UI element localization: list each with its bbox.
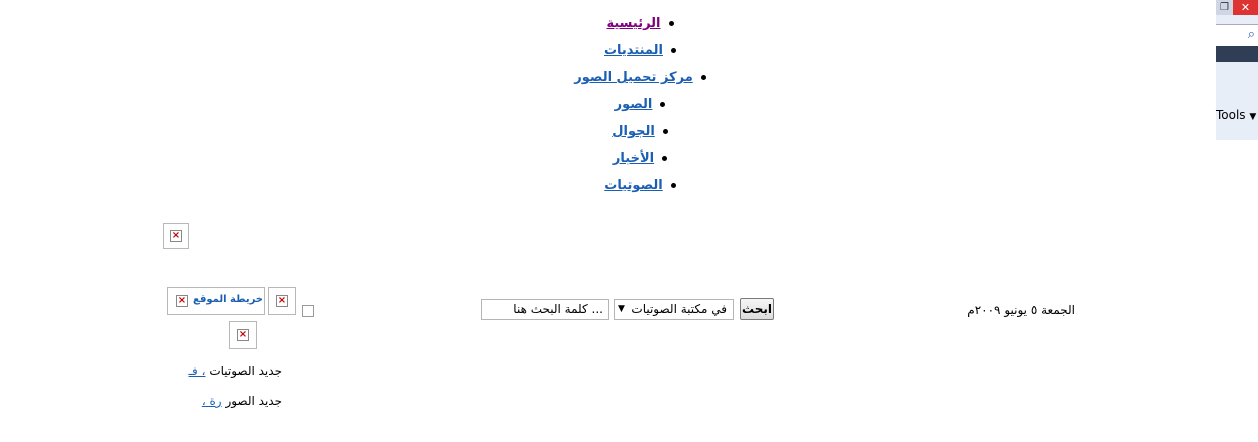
checkbox[interactable] (302, 305, 314, 317)
latest-images (172, 394, 282, 408)
nav-link[interactable]: الأخبار (612, 151, 655, 166)
sitemap-link[interactable] (167, 287, 265, 315)
chevron-down-icon: ▼ (1249, 112, 1257, 122)
search-scope-value: في مكتبة الصوتيات (631, 302, 727, 316)
nav-link[interactable]: الرئيسية (606, 16, 661, 31)
broken-image-logo (163, 223, 189, 249)
broken-image-button-2[interactable] (229, 321, 257, 349)
restore-icon[interactable]: ❐ (1216, 0, 1233, 15)
bullet-icon (671, 183, 676, 188)
nav-link[interactable]: الصور (614, 97, 653, 112)
nav-item (560, 172, 720, 199)
tools-menu[interactable] (1216, 104, 1258, 126)
search-scope-select[interactable] (614, 299, 734, 320)
latest-images-label: جديد الصور (225, 394, 282, 408)
broken-image-icon: × (277, 295, 287, 306)
nav-item (560, 91, 720, 118)
main-navigation (560, 10, 720, 199)
broken-image-button[interactable] (268, 287, 296, 315)
browser-search-box[interactable] (1216, 24, 1258, 48)
nav-item (560, 145, 720, 172)
bullet-icon (671, 48, 676, 53)
broken-image-icon: × (238, 329, 248, 340)
broken-image-icon: × (177, 295, 187, 306)
sitemap-label: خريطة الموقع (193, 294, 264, 305)
nav-link[interactable]: الجوال (612, 124, 655, 139)
latest-images-link[interactable]: رة ، (201, 394, 222, 408)
nav-link[interactable]: الصوتيات (604, 178, 663, 193)
nav-link[interactable]: المنتديات (603, 43, 663, 58)
bullet-icon (663, 129, 668, 134)
search-placeholder: ... كلمة البحث هنا (513, 302, 603, 316)
nav-item (560, 37, 720, 64)
nav-item (560, 64, 720, 91)
bullet-icon (701, 75, 706, 80)
bullet-icon (662, 156, 667, 161)
close-icon[interactable]: ✕ (1233, 0, 1258, 15)
search-button[interactable]: ابحث (740, 298, 774, 320)
nav-list (560, 10, 720, 199)
nav-item (560, 118, 720, 145)
latest-audio-label: جديد الصوتيات (209, 364, 282, 378)
chevron-down-icon: ▼ (618, 304, 625, 314)
search-input[interactable] (481, 299, 609, 320)
latest-audio (172, 364, 282, 378)
nav-link[interactable]: مركز تحميل الصور (574, 70, 693, 85)
broken-image-icon: × (171, 230, 181, 241)
bullet-icon (669, 21, 674, 26)
nav-item (560, 10, 720, 37)
bullet-icon (660, 102, 665, 107)
date-display: الجمعة ٥ يونيو ٢٠٠٩م (967, 303, 1075, 317)
browser-tab-strip (1216, 46, 1258, 62)
latest-audio-link[interactable]: ، فـ (188, 364, 206, 378)
tools-label: Tools (1216, 108, 1246, 122)
search-icon[interactable]: ⌕ (1247, 27, 1255, 42)
